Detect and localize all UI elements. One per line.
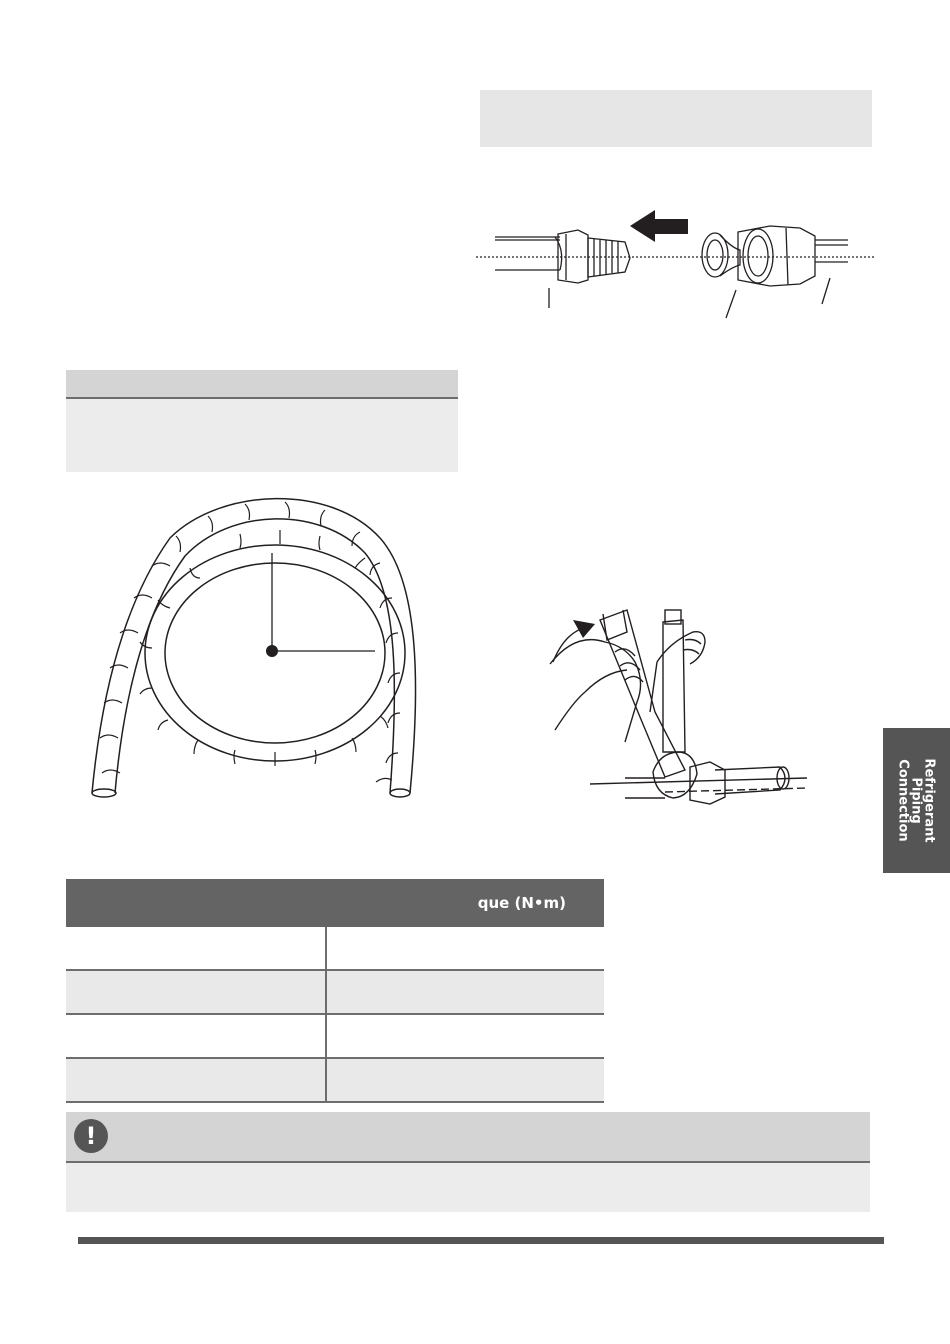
header-torque: que (N•m) (326, 879, 604, 927)
table-row (66, 1058, 604, 1102)
note-box-header (66, 370, 458, 399)
table-cell (66, 927, 326, 970)
coiled-pipe-illustration (80, 488, 450, 813)
section-banner (480, 90, 872, 147)
arrow-left-icon (630, 210, 688, 242)
caution-header (66, 1112, 870, 1163)
flare-connection-diagram (470, 200, 880, 320)
side-tab-line3: Connection (896, 759, 912, 842)
footer-rule (78, 1237, 884, 1244)
rotation-arrow-icon (573, 620, 595, 638)
header-outer-diameter (66, 879, 326, 927)
flare-nut (738, 226, 815, 286)
caution-box (66, 1112, 870, 1212)
exclamation-icon: ! (74, 1119, 108, 1153)
table-cell (66, 970, 326, 1014)
torque-table-header (66, 879, 604, 927)
section-side-tab (883, 728, 950, 873)
table-cell (326, 1058, 604, 1102)
table-cell (66, 1014, 326, 1058)
table-row (66, 970, 604, 1014)
table-cell (326, 927, 604, 970)
table-row (66, 927, 604, 970)
table-cell (326, 1014, 604, 1058)
table-row (66, 1014, 604, 1058)
table-cell (326, 970, 604, 1014)
side-tab-line2: Piping (909, 777, 925, 824)
torque-table (66, 879, 604, 1103)
table-cell (66, 1058, 326, 1102)
torque-wrench-illustration (545, 602, 815, 807)
note-box (66, 370, 458, 472)
side-tab-line1: Refrigerant (922, 758, 938, 843)
